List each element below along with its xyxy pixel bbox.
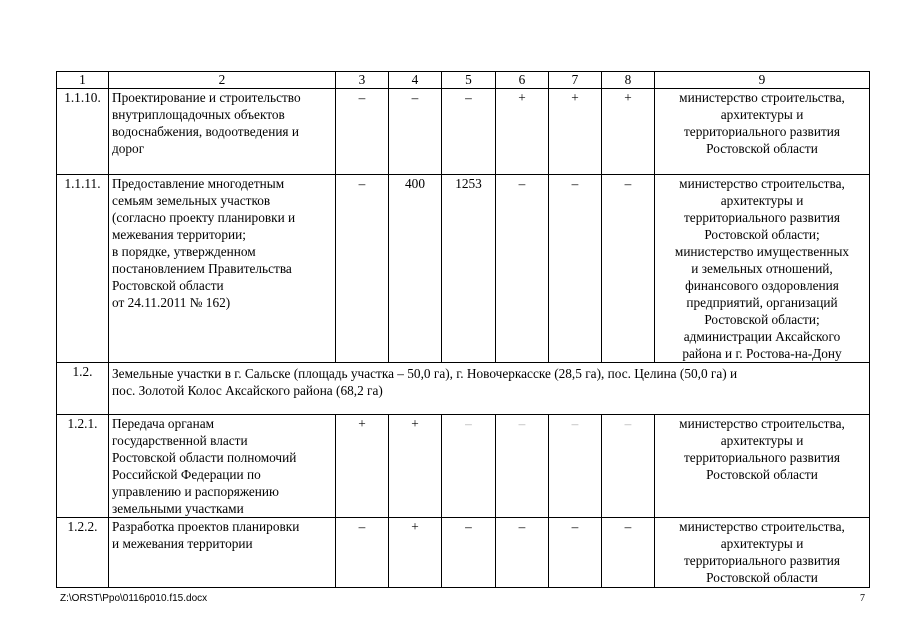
description-line: межевания территории; <box>112 227 246 242</box>
cell-col5: – <box>442 415 496 518</box>
footer-file-path: Z:\ORST\Ppo\0116p010.f15.docx <box>60 593 208 604</box>
responsible-line: территориального развития <box>684 210 840 225</box>
cell-col7: – <box>549 415 602 518</box>
section-title-line: Земельные участки в г. Сальске (площадь участка – 50,0 га), г. Новочеркасске (28,5 га), пос. Целина (50,0 га) и <box>112 366 738 381</box>
description-line: управлению и распоряжению <box>112 484 279 499</box>
row-number: 1.2.1. <box>57 415 109 518</box>
row-description <box>109 415 336 518</box>
section-title <box>109 363 870 415</box>
row-description <box>109 518 336 588</box>
header-cell-9: 9 <box>655 72 870 89</box>
description-line: водоснабжения, водоотведения и <box>112 124 299 139</box>
header-cell-3: 3 <box>336 72 389 89</box>
cell-col4: + <box>389 518 442 588</box>
cell-col3: – <box>336 175 389 363</box>
description-line: земельными участками <box>112 501 244 516</box>
responsible-line: министерство строительства, <box>679 176 845 191</box>
responsible-cell <box>655 175 870 363</box>
row-number: 1.1.11. <box>57 175 109 363</box>
row-description <box>109 89 336 175</box>
cell-col6: + <box>496 89 549 175</box>
header-cell-2: 2 <box>109 72 336 89</box>
cell-col7: – <box>549 518 602 588</box>
row-number: 1.2.2. <box>57 518 109 588</box>
cell-col8: – <box>602 518 655 588</box>
responsible-line: предприятий, организаций <box>686 295 838 310</box>
responsible-line: министерство строительства, <box>679 519 845 534</box>
cell-col6: – <box>496 175 549 363</box>
responsible-line: Ростовской области <box>706 141 818 156</box>
description-line: от 24.11.2011 № 162) <box>112 295 231 310</box>
responsible-line: министерство строительства, <box>679 416 845 431</box>
page-number: 7 <box>860 593 865 604</box>
responsible-line: Ростовской области <box>706 467 818 482</box>
cell-col8: + <box>602 89 655 175</box>
responsible-line: и земельных отношений, <box>691 261 833 276</box>
header-cell-7: 7 <box>549 72 602 89</box>
row-number: 1.1.10. <box>57 89 109 175</box>
header-cell-8: 8 <box>602 72 655 89</box>
description-line: Разработка проектов планировки <box>112 519 300 534</box>
cell-col5: – <box>442 518 496 588</box>
cell-col4: + <box>389 415 442 518</box>
responsible-line: финансового оздоровления <box>685 278 839 293</box>
responsible-line: территориального развития <box>684 450 840 465</box>
cell-col6: – <box>496 415 549 518</box>
table-row <box>57 415 870 518</box>
description-line: Проектирование и строительство <box>112 90 301 105</box>
cell-col3: + <box>336 415 389 518</box>
header-row <box>57 72 870 89</box>
table-row <box>57 89 870 175</box>
section-number: 1.2. <box>57 363 109 415</box>
cell-col3: – <box>336 89 389 175</box>
measures-table <box>56 71 870 588</box>
responsible-line: архитектуры и <box>720 107 804 122</box>
cell-col4: 400 <box>389 175 442 363</box>
description-line: Ростовской области полномочий <box>112 450 297 465</box>
description-line: Передача органам <box>112 416 215 431</box>
responsible-line: Ростовской области; <box>704 227 820 242</box>
header-cell-1: 1 <box>57 72 109 89</box>
description-line: Российской Федерации по <box>112 467 261 482</box>
responsible-line: территориального развития <box>684 124 840 139</box>
responsible-cell <box>655 415 870 518</box>
description-line: постановлением Правительства <box>112 261 292 276</box>
responsible-line: министерство строительства, <box>679 90 845 105</box>
responsible-cell <box>655 518 870 588</box>
header-cell-6: 6 <box>496 72 549 89</box>
description-line: семьям земельных участков <box>112 193 271 208</box>
description-line: дорог <box>112 141 145 156</box>
description-line: государственной власти <box>112 433 248 448</box>
header-cell-4: 4 <box>389 72 442 89</box>
responsible-line: министерство имущественных <box>674 244 850 259</box>
responsible-line: Ростовской области; <box>704 312 820 327</box>
responsible-line: архитектуры и <box>720 433 804 448</box>
description-line: и межевания территории <box>112 536 253 551</box>
header-cell-5: 5 <box>442 72 496 89</box>
description-line: внутриплощадочных объектов <box>112 107 285 122</box>
description-line: в порядке, утвержденном <box>112 244 256 259</box>
cell-col5: 1253 <box>442 175 496 363</box>
cell-col4: – <box>389 89 442 175</box>
cell-col3: – <box>336 518 389 588</box>
responsible-line: архитектуры и <box>720 536 804 551</box>
responsible-line: Ростовской области <box>706 570 818 585</box>
description-line: (согласно проекту планировки и <box>112 210 296 225</box>
row-description <box>109 175 336 363</box>
table-row <box>57 175 870 363</box>
cell-col7: + <box>549 89 602 175</box>
section-row <box>57 363 870 415</box>
cell-col7: – <box>549 175 602 363</box>
cell-col8: – <box>602 175 655 363</box>
cell-col6: – <box>496 518 549 588</box>
description-line: Предоставление многодетным <box>112 176 285 191</box>
cell-col5: – <box>442 89 496 175</box>
cell-col8: – <box>602 415 655 518</box>
responsible-line: территориального развития <box>684 553 840 568</box>
table-row <box>57 518 870 588</box>
responsible-line: архитектуры и <box>720 193 804 208</box>
description-line: Ростовской области <box>112 278 224 293</box>
section-title-line: пос. Золотой Колос Аксайского района (68,2 га) <box>112 383 383 398</box>
responsible-cell <box>655 89 870 175</box>
responsible-line: района и г. Ростова-на-Дону <box>682 346 842 361</box>
responsible-line: администрации Аксайского <box>683 329 841 344</box>
